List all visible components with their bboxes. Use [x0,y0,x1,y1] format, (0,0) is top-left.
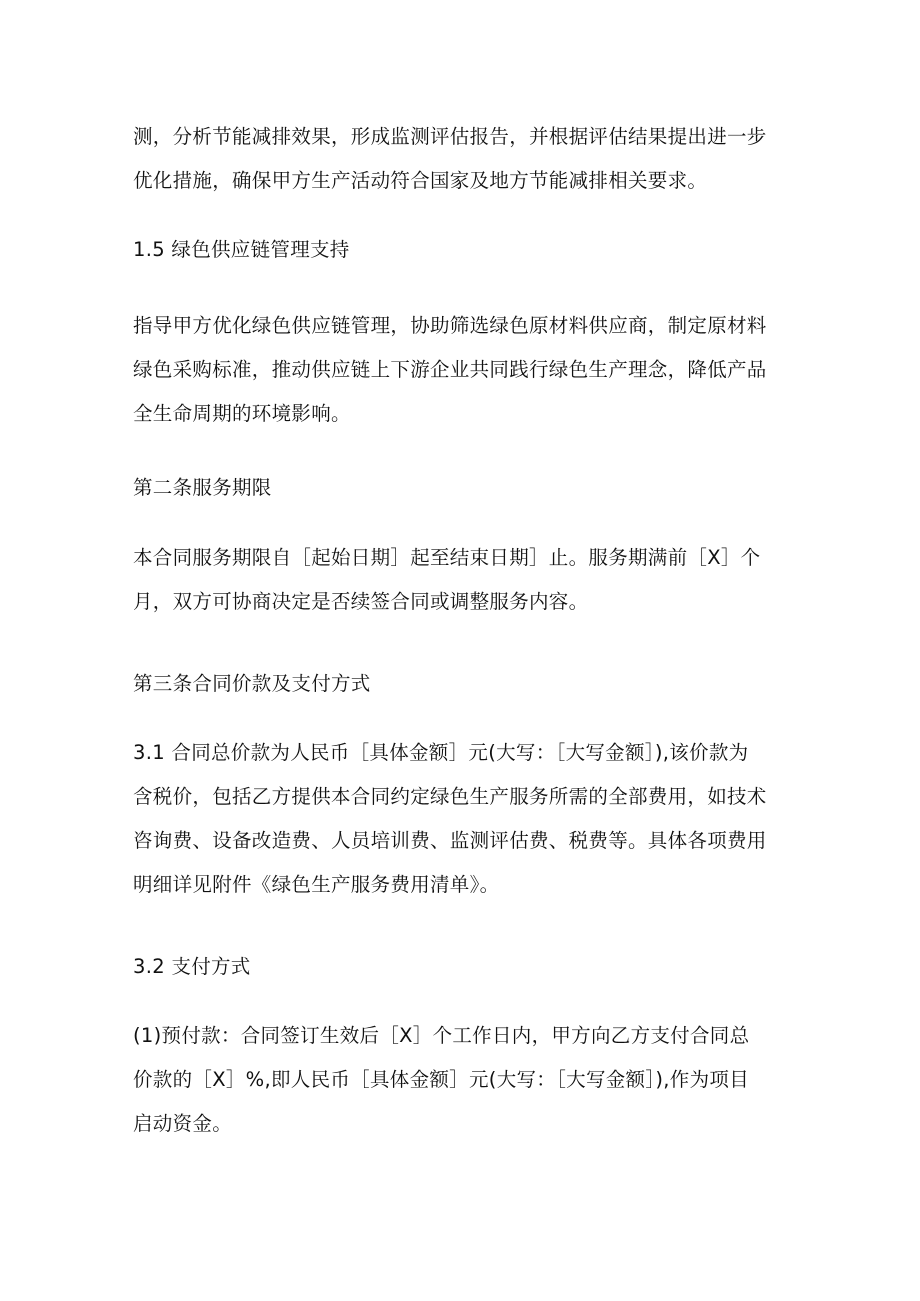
article-heading-2 [133,466,793,510]
heading-text: 3.2 支付方式 [133,955,251,978]
text-line: 含税价，包括乙方提供本合同约定绿色生产服务所需的全部费用，如技术 [133,785,767,808]
text-line: 全生命周期的环境影响。 [133,402,351,425]
heading-text: 第三条合同价款及支付方式 [133,672,371,695]
text-line: 优化措施，确保甲方生产活动符合国家及地方节能减排相关要求。 [133,169,708,192]
text-line: 3.1 合同总价款为人民币［具体金额］元(大写：［大写金额］),该价款为 [133,741,749,764]
text-line: (1)预付款：合同签订生效后［X］个工作日内，甲方向乙方支付合同总 [133,1024,750,1047]
text-line: 启动资金。 [133,1112,233,1135]
text-line: 指导甲方优化绿色供应链管理，协助筛选绿色原材料供应商，制定原材料 [133,314,767,337]
text-line: 明细详见附件《绿色生产服务费用清单》。 [133,873,500,896]
paragraph-contract-price [133,731,793,907]
paragraph-monitoring-continued [133,115,793,203]
text-line: 咨询费、设备改造费、人员培训费、监测评估费、税费等。具体各项费用 [133,829,767,852]
paragraph-supply-chain [133,304,793,436]
text-line: 价款的［X］%,即人民币［具体金额］元(大写：［大写金额］),作为项目 [133,1068,749,1091]
article-heading-3 [133,662,793,706]
heading-text: 1.5 绿色供应链管理支持 [133,238,350,261]
section-heading-1-5 [133,228,793,272]
text-line: 本合同服务期限自［起始日期］起至结束日期］止。服务期满前［X］个 [133,546,761,569]
text-line: 月，双方可协商决定是否续签合同或调整服务内容。 [133,590,589,613]
text-line: 绿色采购标准，推动供应链上下游企业共同践行绿色生产理念，降低产品 [133,358,767,381]
heading-text: 第二条服务期限 [133,476,272,499]
paragraph-advance-payment [133,1014,793,1146]
text-line: 测，分析节能减排效果，形成监测评估报告，并根据评估结果提出进一步 [133,125,767,148]
section-heading-3-2 [133,945,793,989]
paragraph-service-term [133,536,793,624]
